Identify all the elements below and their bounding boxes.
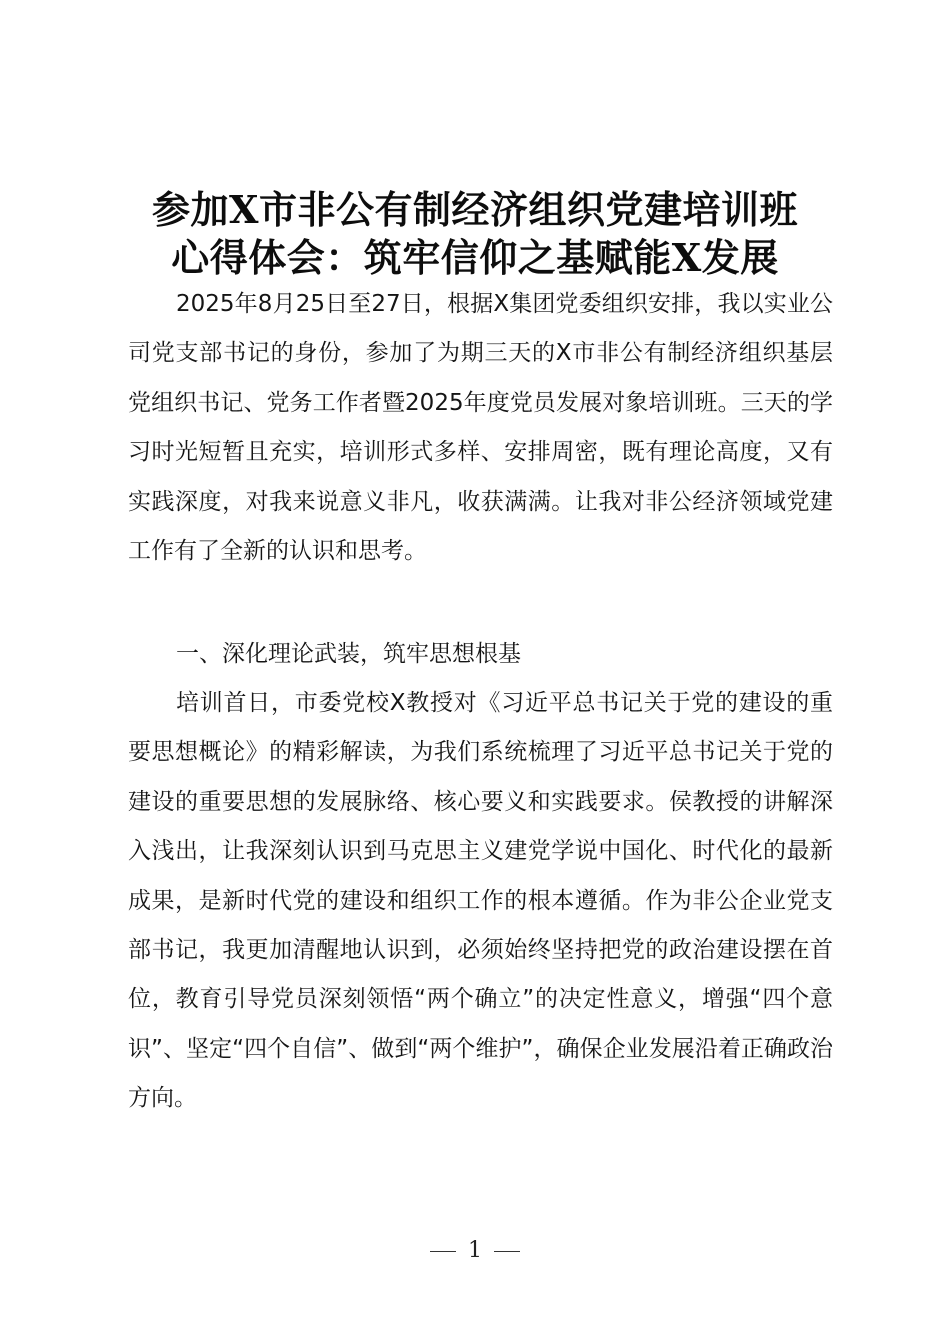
section-heading-1: 一、深化理论武装，筑牢思想根基 — [176, 641, 521, 667]
document-title-line-2: 心得体会：筑牢信仰之基赋能X发展 — [171, 235, 779, 280]
footer-dash-left — [430, 1251, 456, 1252]
paragraph-section-1: 培训首日，市委党校X教授对《习近平总书记关于党的建设的重要思想概论》的精彩解读，为我们系统梳理了习近平总书记关于党的建设的重要思想的发展脉络、核心要义和实践要求。侯教授的讲解深入浅出，让我深刻认识到马克思主义建党学说中国化、时代化的最新成果，是新时代党的建设和组织工作的根本遵循。作为非公企业党支部书记，我更加清醒地认识到，必须始终坚持把党的政治建设摆在首位，教育引导党员深刻领悟“两个确立”的决定性意义，增强“四个意识”、坚定“四个自信”、做到“两个维护”，确保企业发展沿着正确政治方向。 — [128, 690, 833, 1112]
footer-dash-right — [494, 1251, 520, 1252]
paragraph-intro: 2025年8月25日至27日，根据X集团党委组织安排，我以实业公司党支部书记的身份，参加了为期三天的X市非公有制经济组织基层党组织书记、党务工作者暨2025年度党员发展对象培训班。三天的学习时光短暂且充实，培训形式多样、安排周密，既有理论高度，又有实践深度，对我来说意义非凡，收获满满。让我对非公经济领域党建工作有了全新的认识和思考。 — [128, 291, 833, 565]
document-title-line-1: 参加X市非公有制经济组织党建培训班 — [152, 187, 798, 232]
page-footer — [0, 1238, 950, 1263]
page-number: 1 — [468, 1238, 482, 1263]
